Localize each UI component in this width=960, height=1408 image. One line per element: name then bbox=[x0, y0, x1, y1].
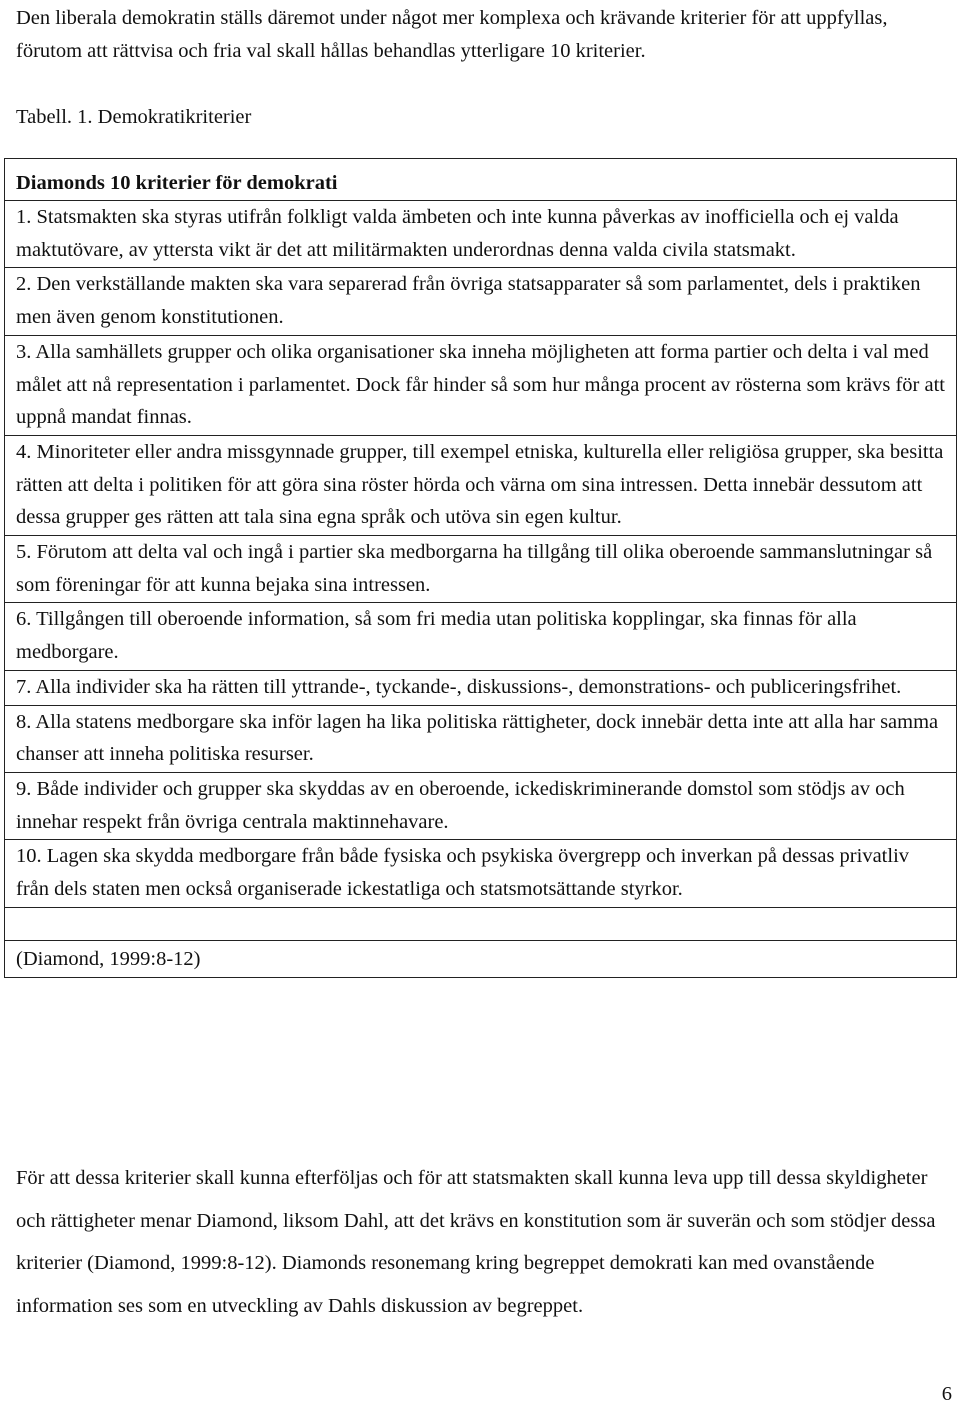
table-row bbox=[5, 840, 957, 907]
criterion-10: 10. Lagen ska skydda medborgare från både fysiska och psykiska övergrepp och inverkan på dessas privatliv från dels staten men också organiserade ickestatliga och statsmotsättande styrkor. bbox=[5, 840, 957, 907]
table-row bbox=[5, 335, 957, 435]
criterion-4: 4. Minoriteter eller andra missgynnade grupper, till exempel etniska, kulturella eller religiösa grupper, ska besitta rätten att delta i politiken för att göra sina röster hörda och värna om sina intressen. Detta innebär dessutom att dessa grupper ges rätten att tala sina egna språk och utöva sin egen kultur. bbox=[5, 435, 957, 535]
criterion-8: 8. Alla statens medborgare ska inför lagen ha lika politiska rättigheter, dock innebär detta inte att alla har samma chanser att inneha politiska resurser. bbox=[5, 705, 957, 772]
intro-paragraph: Den liberala demokratin ställs däremot under något mer komplexa och krävande kriterier för att uppfyllas, förutom att rättvisa och fria val skall hållas behandlas ytterligare 10 kriterier. bbox=[16, 7, 888, 62]
table-row bbox=[5, 670, 957, 705]
table-row bbox=[5, 705, 957, 772]
criterion-9: 9. Både individer och grupper ska skyddas av en oberoende, ickediskriminerande domstol som stödjs av och innehar respekt från övriga centrala maktinnehavare. bbox=[5, 772, 957, 839]
criterion-7: 7. Alla individer ska ha rätten till yttrande-, tyckande-, diskussions-, demonstrations- och publiceringsfrihet. bbox=[5, 670, 957, 705]
criteria-table bbox=[4, 158, 957, 978]
criterion-2: 2. Den verkställande makten ska vara separerad från övriga statsapparater så som parlamentet, dels i praktiken men även genom konstitutionen. bbox=[5, 268, 957, 335]
table-source-row bbox=[5, 940, 957, 978]
table-row bbox=[5, 603, 957, 670]
criterion-3: 3. Alla samhällets grupper och olika organisationer ska inneha möjligheten att forma partier och delta i val med målet att nå representation i parlamentet. Dock får hinder så som hur många procent av rösterna som krävs för att uppnå mandat finnas. bbox=[5, 335, 957, 435]
page-number: 6 bbox=[941, 1383, 952, 1405]
table-caption: Tabell. 1. Demokratikriterier bbox=[16, 106, 252, 128]
criterion-6: 6. Tillgången till oberoende information, så som fri media utan politiska kopplingar, ska finnas för alla medborgare. bbox=[5, 603, 957, 670]
table-source: (Diamond, 1999:8-12) bbox=[5, 940, 957, 978]
body-paragraph: För att dessa kriterier skall kunna efterföljas och för att statsmakten skall kunna leva upp till dessa skyldigheter och rättigheter menar Diamond, liksom Dahl, att det krävs en konstitution som är suverän och som stödjer dessa kriterier (Diamond, 1999:8-12). Diamonds resonemang kring begreppet demokrati kan med ovanstående information ses som en utveckling av Dahls diskussion av begreppet. bbox=[16, 1167, 936, 1317]
table-row bbox=[5, 268, 957, 335]
table-empty-row bbox=[5, 907, 957, 940]
empty-cell bbox=[5, 907, 957, 940]
table-row bbox=[5, 435, 957, 535]
criterion-5: 5. Förutom att delta val och ingå i partier ska medborgarna ha tillgång till olika oberoende sammanslutningar så som föreningar för att kunna bejaka sina intressen. bbox=[5, 536, 957, 603]
table-row bbox=[5, 201, 957, 268]
table-heading-row bbox=[5, 159, 957, 201]
criterion-1: 1. Statsmakten ska styras utifrån folkligt valda ämbeten och inte kunna påverkas av inofficiella och ej valda maktutövare, av yttersta vikt är det att militärmakten underordnas denna valda civila statsmakt. bbox=[5, 201, 957, 268]
table-heading: Diamonds 10 kriterier för demokrati bbox=[5, 159, 957, 201]
table-row bbox=[5, 772, 957, 839]
table-row bbox=[5, 536, 957, 603]
